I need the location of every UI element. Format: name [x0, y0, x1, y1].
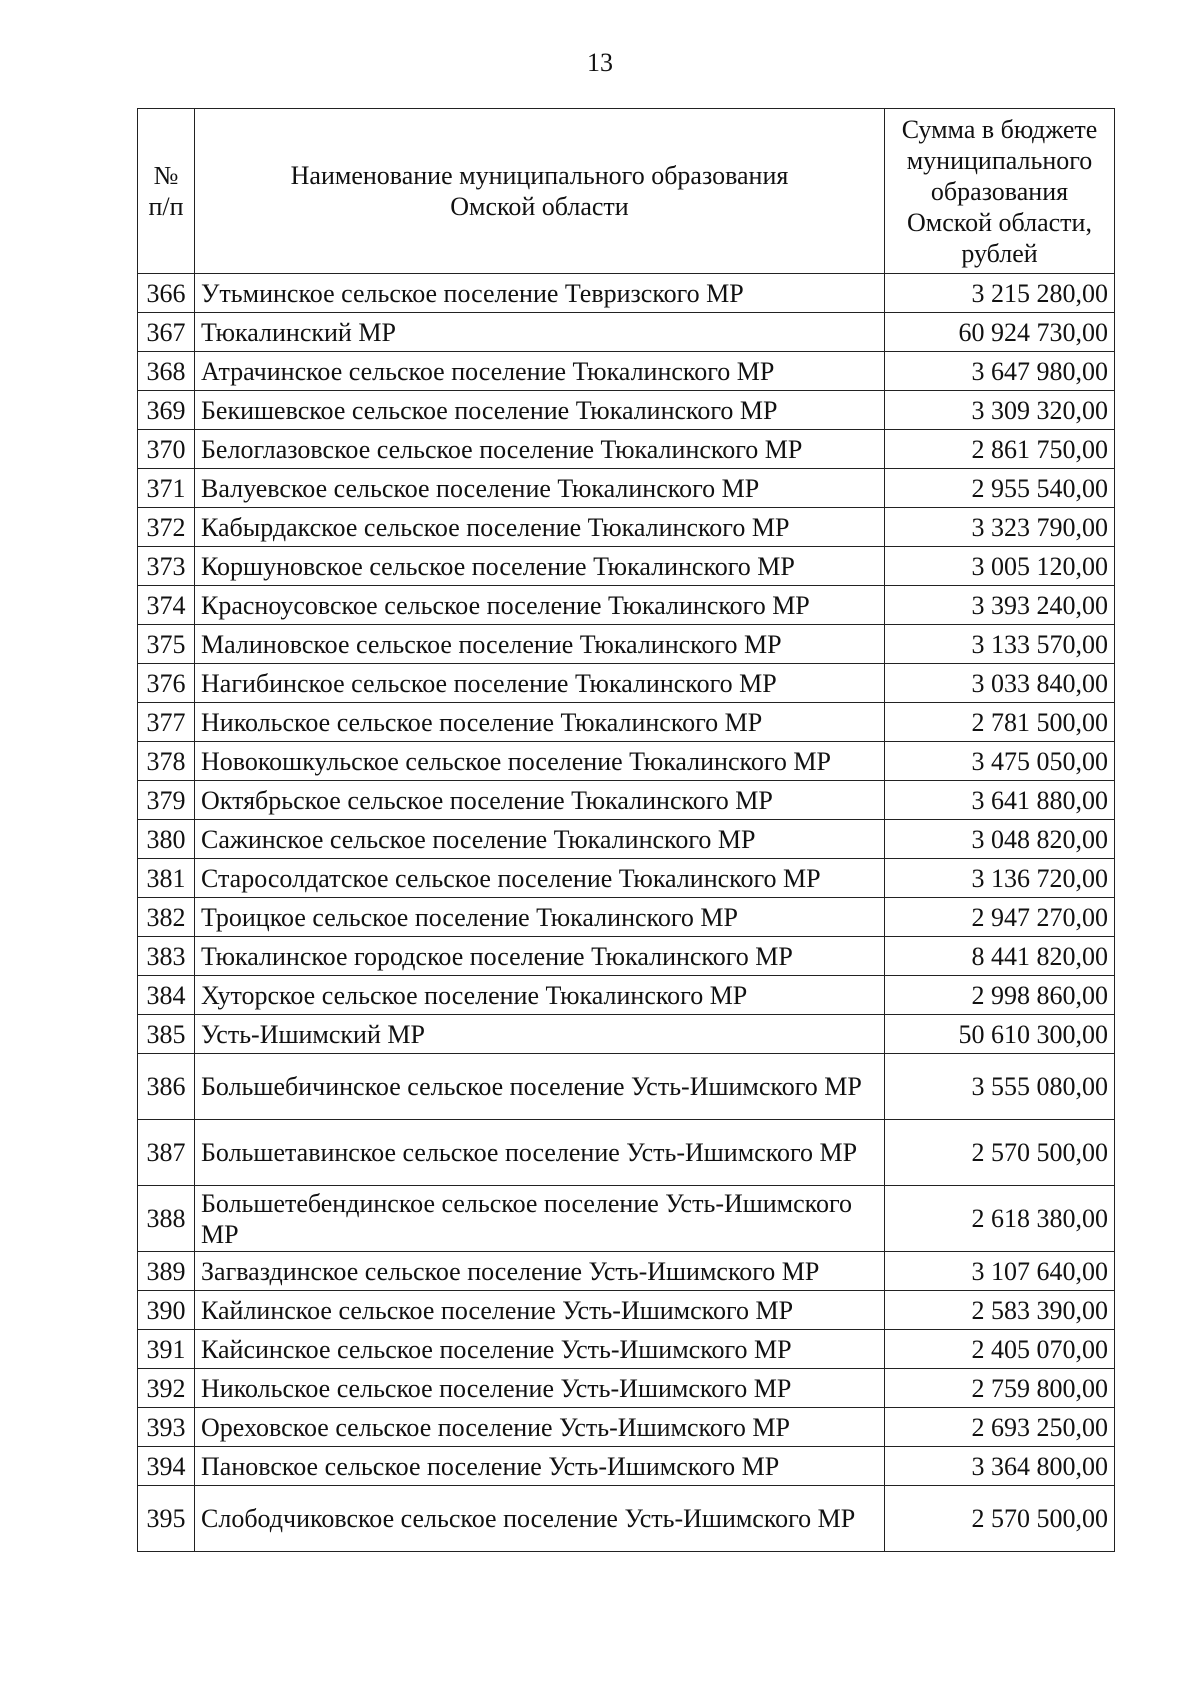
- row-name: Хуторское сельское поселение Тюкалинского МР: [195, 976, 885, 1015]
- row-number: 385: [138, 1015, 195, 1054]
- table-row: [138, 742, 1115, 781]
- row-number: 393: [138, 1408, 195, 1447]
- row-name: Тюкалинский МР: [195, 313, 885, 352]
- row-name: Новокошкульское сельское поселение Тюкалинского МР: [195, 742, 885, 781]
- table-row: [138, 820, 1115, 859]
- table-row: [138, 430, 1115, 469]
- row-sum: 2 998 860,00: [885, 976, 1115, 1015]
- row-number: 382: [138, 898, 195, 937]
- row-number: 391: [138, 1330, 195, 1369]
- row-number: 384: [138, 976, 195, 1015]
- row-number: 380: [138, 820, 195, 859]
- row-sum: 3 215 280,00: [885, 274, 1115, 313]
- row-name: Большебичинское сельское поселение Усть-Ишимского МР: [195, 1054, 885, 1120]
- row-number: 390: [138, 1291, 195, 1330]
- row-sum: 2 570 500,00: [885, 1486, 1115, 1552]
- row-sum: 3 107 640,00: [885, 1252, 1115, 1291]
- row-sum: 2 759 800,00: [885, 1369, 1115, 1408]
- row-number: 388: [138, 1186, 195, 1252]
- table-row: [138, 703, 1115, 742]
- row-sum: 2 781 500,00: [885, 703, 1115, 742]
- table-row: [138, 1186, 1115, 1252]
- row-sum: 3 641 880,00: [885, 781, 1115, 820]
- row-number: 395: [138, 1486, 195, 1552]
- table-row: [138, 1330, 1115, 1369]
- row-sum: 3 309 320,00: [885, 391, 1115, 430]
- row-number: 372: [138, 508, 195, 547]
- table-row: [138, 625, 1115, 664]
- row-name: Коршуновское сельское поселение Тюкалинского МР: [195, 547, 885, 586]
- row-name: Валуевское сельское поселение Тюкалинского МР: [195, 469, 885, 508]
- row-name: Большетавинское сельское поселение Усть-Ишимского МР: [195, 1120, 885, 1186]
- row-number: 386: [138, 1054, 195, 1120]
- table-row: [138, 391, 1115, 430]
- row-number: 377: [138, 703, 195, 742]
- row-name: Сажинское сельское поселение Тюкалинского МР: [195, 820, 885, 859]
- table-row: [138, 1015, 1115, 1054]
- row-name: Большетебендинское сельское поселение Усть-Ишимского МР: [195, 1186, 885, 1252]
- row-sum: 3 133 570,00: [885, 625, 1115, 664]
- table-row: [138, 1054, 1115, 1120]
- row-number: 381: [138, 859, 195, 898]
- table-row: [138, 352, 1115, 391]
- header-number: № п/п: [138, 109, 195, 274]
- row-name: Загваздинское сельское поселение Усть-Ишимского МР: [195, 1252, 885, 1291]
- row-name: Кабырдакское сельское поселение Тюкалинского МР: [195, 508, 885, 547]
- row-name: Никольское сельское поселение Усть-Ишимского МР: [195, 1369, 885, 1408]
- row-number: 373: [138, 547, 195, 586]
- row-number: 374: [138, 586, 195, 625]
- row-name: Красноусовское сельское поселение Тюкалинского МР: [195, 586, 885, 625]
- row-number: 392: [138, 1369, 195, 1408]
- row-sum: 3 475 050,00: [885, 742, 1115, 781]
- row-sum: 2 955 540,00: [885, 469, 1115, 508]
- table-row: [138, 664, 1115, 703]
- table-row: [138, 1120, 1115, 1186]
- row-name: Атрачинское сельское поселение Тюкалинского МР: [195, 352, 885, 391]
- row-sum: 50 610 300,00: [885, 1015, 1115, 1054]
- table-row: [138, 313, 1115, 352]
- table-header-row: [138, 109, 1115, 274]
- row-sum: 3 364 800,00: [885, 1447, 1115, 1486]
- table-row: [138, 1486, 1115, 1552]
- row-number: 379: [138, 781, 195, 820]
- row-name: Пановское сельское поселение Усть-Ишимского МР: [195, 1447, 885, 1486]
- row-name: Кайсинское сельское поселение Усть-Ишимского МР: [195, 1330, 885, 1369]
- row-name: Нагибинское сельское поселение Тюкалинского МР: [195, 664, 885, 703]
- row-number: 394: [138, 1447, 195, 1486]
- row-number: 367: [138, 313, 195, 352]
- row-name: Никольское сельское поселение Тюкалинского МР: [195, 703, 885, 742]
- row-sum: 3 048 820,00: [885, 820, 1115, 859]
- row-name: Старосолдатское сельское поселение Тюкалинского МР: [195, 859, 885, 898]
- table-row: [138, 469, 1115, 508]
- table-body: [138, 274, 1115, 1552]
- row-number: 369: [138, 391, 195, 430]
- row-sum: 2 947 270,00: [885, 898, 1115, 937]
- table-row: [138, 547, 1115, 586]
- table-row: [138, 976, 1115, 1015]
- row-sum: 2 583 390,00: [885, 1291, 1115, 1330]
- header-sum: Сумма в бюджете муниципального образования Омской области, рублей: [885, 109, 1115, 274]
- row-sum: 60 924 730,00: [885, 313, 1115, 352]
- row-name: Усть-Ишимский МР: [195, 1015, 885, 1054]
- row-number: 370: [138, 430, 195, 469]
- row-number: 387: [138, 1120, 195, 1186]
- row-name: Бекишевское сельское поселение Тюкалинского МР: [195, 391, 885, 430]
- row-number: 375: [138, 625, 195, 664]
- table-row: [138, 1252, 1115, 1291]
- row-sum: 3 393 240,00: [885, 586, 1115, 625]
- row-sum: 8 441 820,00: [885, 937, 1115, 976]
- row-sum: 3 136 720,00: [885, 859, 1115, 898]
- row-number: 383: [138, 937, 195, 976]
- row-name: Октябрьское сельское поселение Тюкалинского МР: [195, 781, 885, 820]
- table-row: [138, 859, 1115, 898]
- row-sum: 2 405 070,00: [885, 1330, 1115, 1369]
- row-name: Кайлинское сельское поселение Усть-Ишимского МР: [195, 1291, 885, 1330]
- row-sum: 2 618 380,00: [885, 1186, 1115, 1252]
- row-sum: 3 555 080,00: [885, 1054, 1115, 1120]
- table-row: [138, 1408, 1115, 1447]
- row-name: Утьминское сельское поселение Тевризского МР: [195, 274, 885, 313]
- row-sum: 3 323 790,00: [885, 508, 1115, 547]
- table-row: [138, 508, 1115, 547]
- budget-table: [137, 108, 1115, 1552]
- row-name: Малиновское сельское поселение Тюкалинского МР: [195, 625, 885, 664]
- row-number: 368: [138, 352, 195, 391]
- table-row: [138, 898, 1115, 937]
- table-row: [138, 1291, 1115, 1330]
- row-sum: 2 861 750,00: [885, 430, 1115, 469]
- row-number: 378: [138, 742, 195, 781]
- row-sum: 3 647 980,00: [885, 352, 1115, 391]
- table-row: [138, 1447, 1115, 1486]
- page-number: 13: [587, 48, 613, 77]
- row-name: Троицкое сельское поселение Тюкалинского МР: [195, 898, 885, 937]
- row-name: Тюкалинское городское поселение Тюкалинского МР: [195, 937, 885, 976]
- row-sum: 3 005 120,00: [885, 547, 1115, 586]
- row-sum: 2 570 500,00: [885, 1120, 1115, 1186]
- row-sum: 2 693 250,00: [885, 1408, 1115, 1447]
- table-row: [138, 781, 1115, 820]
- table-row: [138, 586, 1115, 625]
- table-row: [138, 274, 1115, 313]
- row-number: 366: [138, 274, 195, 313]
- table-row: [138, 1369, 1115, 1408]
- header-name: Наименование муниципального образования Омской области: [195, 109, 885, 274]
- row-name: Ореховское сельское поселение Усть-Ишимского МР: [195, 1408, 885, 1447]
- row-name: Слободчиковское сельское поселение Усть-Ишимского МР: [195, 1486, 885, 1552]
- row-name: Белоглазовское сельское поселение Тюкалинского МР: [195, 430, 885, 469]
- table-row: [138, 937, 1115, 976]
- row-number: 389: [138, 1252, 195, 1291]
- row-sum: 3 033 840,00: [885, 664, 1115, 703]
- row-number: 371: [138, 469, 195, 508]
- row-number: 376: [138, 664, 195, 703]
